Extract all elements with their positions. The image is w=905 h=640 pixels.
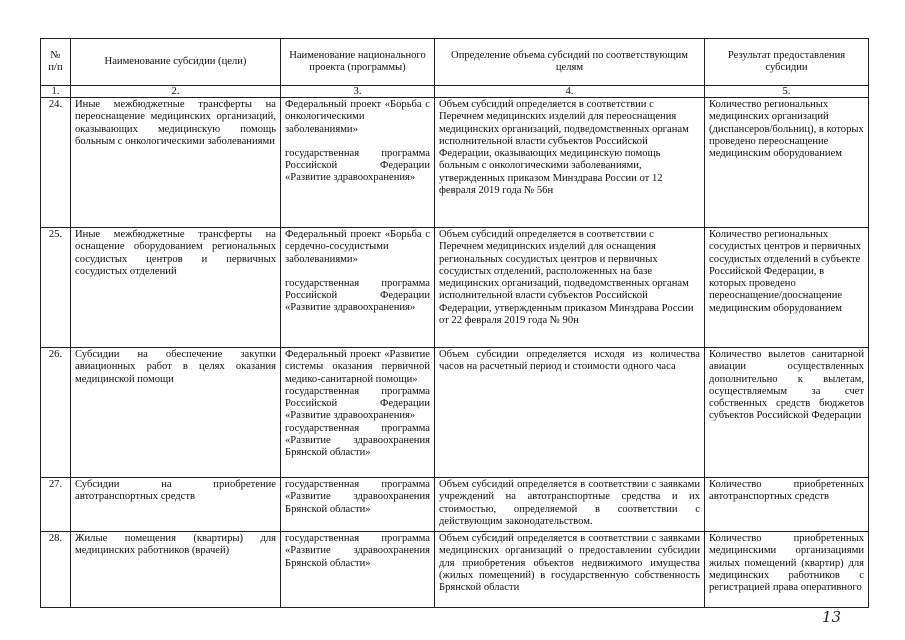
header-number: № п/п — [41, 39, 71, 86]
result: Количество приобретенных медицинскими организациями жилых помещений (квартир) для медицинских работников с регистрацией права оперативного — [705, 532, 869, 608]
row-number: 28. — [41, 532, 71, 608]
volume-definition: Объем субсидий определяется в соответствии с Перечнем медицинских изделий для оснащения региональных сосудистых центров и первичных сосудистых отделений, расположенных на базе медицинских организаций, подведомственных органам исполнительной власти субъектов Российской Федерации, утвержденным приказом Минздрава России от 22 февраля 2019 года № 90н — [435, 228, 705, 348]
header-national-project: Наименование национального проекта (программы) — [281, 39, 435, 86]
national-project — [281, 348, 435, 478]
row-number: 26. — [41, 348, 71, 478]
subsidy-name: Субсидии на приобретение автотранспортных средств — [71, 478, 281, 532]
project-line: государственная программа Российской Федерации «Развитие здравоохранения» — [285, 277, 430, 314]
result: Количество региональных медицинских организаций (диспансеров/больниц), в которых проведено переоснащение медицинским оборудованием — [705, 98, 869, 228]
table-row — [41, 228, 869, 348]
national-project: государственная программа «Развитие здравоохранения Брянской области» — [281, 478, 435, 532]
result: Количество региональных сосудистых центров и первичных сосудистых отделений в субъекте Российской Федерации, в которых проведено переоснащение/дооснащение медицинским оборудованием — [705, 228, 869, 348]
volume-definition: Объем субсидий определяется в соответствии с заявками учреждений на автотранспортные средства и их стоимостью, определяемой в соответствии с действующим законодательством. — [435, 478, 705, 532]
column-number: 4. — [435, 86, 705, 98]
column-number: 2. — [71, 86, 281, 98]
header-volume-definition: Определение объема субсидий по соответствующим целям — [435, 39, 705, 86]
volume-definition: Объем субсидии определяется исходя из количества часов на расчетный период и стоимости одного часа — [435, 348, 705, 478]
table-row — [41, 98, 869, 228]
column-number: 5. — [705, 86, 869, 98]
project-line: Федеральный проект «Борьба с онкологическими заболеваниями» — [285, 99, 430, 135]
table-row — [41, 348, 869, 478]
column-number: 3. — [281, 86, 435, 98]
national-project: государственная программа «Развитие здравоохранения Брянской области» — [281, 532, 435, 608]
header-subsidy-name: Наименование субсидии (цели) — [71, 39, 281, 86]
project-line: Федеральный проект «Борьба с сердечно-сосудистыми заболеваниями» — [285, 229, 430, 265]
project-line: государственная программа Российской Федерации «Развитие здравоохранения» — [285, 147, 430, 184]
table-row — [41, 478, 869, 532]
national-project — [281, 228, 435, 348]
project-line: государственная программа Российской Федерации «Развитие здравоохранения» — [285, 385, 430, 422]
column-number: 1. — [41, 86, 71, 98]
table-row — [41, 532, 869, 608]
subsidy-name: Иные межбюджетные трансферты на переоснащение медицинских организаций, оказывающих медицинскую помощь больным с онкологическими заболеваниями — [71, 98, 281, 228]
header-result: Результат предоставления субсидии — [705, 39, 869, 86]
row-number: 27. — [41, 478, 71, 532]
volume-definition: Объем субсидий определяется в соответствии с заявками медицинских организаций о предоставлении субсидии для приобретения объектов недвижимого имущества (жилых помещений) в государственную собственность Брянской области — [435, 532, 705, 608]
subsidy-name: Иные межбюджетные трансферты на оснащение оборудованием региональных сосудистых центров и первичных сосудистых отделений — [71, 228, 281, 348]
table-header-row — [41, 39, 869, 86]
project-line: Федеральный проект «Развитие системы оказания первичной медико-санитарной помощи» — [285, 349, 430, 385]
result: Количество приобретенных автотранспортных средств — [705, 478, 869, 532]
subsidy-name: Жилые помещения (квартиры) для медицинских работников (врачей) — [71, 532, 281, 608]
volume-definition: Объем субсидий определяется в соответствии с Перечнем медицинских изделий для переоснащения медицинских организаций, подведомственных органам исполнительной власти субъектов Российской Федерации, оказывающих медицинскую помощь больным с онкологическими заболеваниями, утвержденных приказом Минздрава России от 12 февраля 2019 года № 56н — [435, 98, 705, 228]
row-number: 25. — [41, 228, 71, 348]
page-number: 13 — [822, 608, 842, 626]
row-number: 24. — [41, 98, 71, 228]
subsidy-name: Субсидии на обеспечение закупки авиационных работ в целях оказания медицинской помощи — [71, 348, 281, 478]
national-project — [281, 98, 435, 228]
subsidy-table — [40, 38, 869, 608]
result: Количество вылетов санитарной авиации осуществленных дополнительно к вылетам, осуществляемым за счет собственных средств бюджетов субъектов Российской Федерации — [705, 348, 869, 478]
column-number-row — [41, 86, 869, 98]
project-line: государственная программа «Развитие здравоохранения Брянской области» — [285, 422, 430, 459]
